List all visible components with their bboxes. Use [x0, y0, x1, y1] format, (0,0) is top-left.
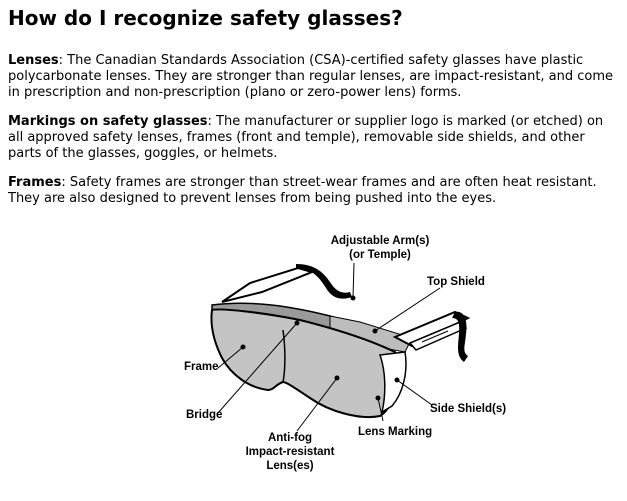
markings-text: : The manufacturer or supplier logo is marked (or etched) on all approved safety lenses, frames (front and temple), removable side shields, and other parts of the glasses, goggles, or helmets.	[8, 114, 604, 161]
label-adjustable-arm: Adjustable Arm(s)	[330, 235, 430, 247]
label-anti-fog: Anti-fog	[267, 432, 313, 444]
markings-term: Markings on safety glasses	[8, 114, 208, 129]
label-top-shield: Top Shield	[427, 276, 485, 288]
frames-text: : Safety frames are stronger than street-wear frames and are often heat resistant. They are also designed to prevent lenses from being pushed into the eyes.	[8, 175, 597, 206]
lenses-text: : The Canadian Standards Association (CSA)-certified safety glasses have plastic polycarbonate lenses. They are stronger than regular lenses, are impact-resistant, and come in prescription and non-prescription (plano or zero-power lens) forms.	[8, 53, 614, 100]
frames-paragraph	[8, 175, 620, 207]
label-or-temple: (or Temple)	[349, 249, 411, 261]
safety-glasses-diagram	[170, 230, 520, 475]
page-title: How do I recognize safety glasses?	[8, 6, 403, 30]
markings-paragraph	[8, 114, 620, 162]
far-temple-arm	[222, 264, 352, 302]
label-side-shield: Side Shield(s)	[430, 403, 507, 415]
label-lenses: Lens(es)	[266, 460, 314, 472]
label-frame: Frame	[184, 361, 219, 373]
label-lens-marking: Lens Marking	[358, 426, 433, 438]
label-bridge: Bridge	[186, 409, 223, 421]
lenses-term: Lenses	[8, 53, 59, 68]
label-impact-resistant: Impact-resistant	[245, 446, 335, 458]
frames-term: Frames	[8, 175, 62, 190]
lenses-paragraph	[8, 53, 620, 101]
